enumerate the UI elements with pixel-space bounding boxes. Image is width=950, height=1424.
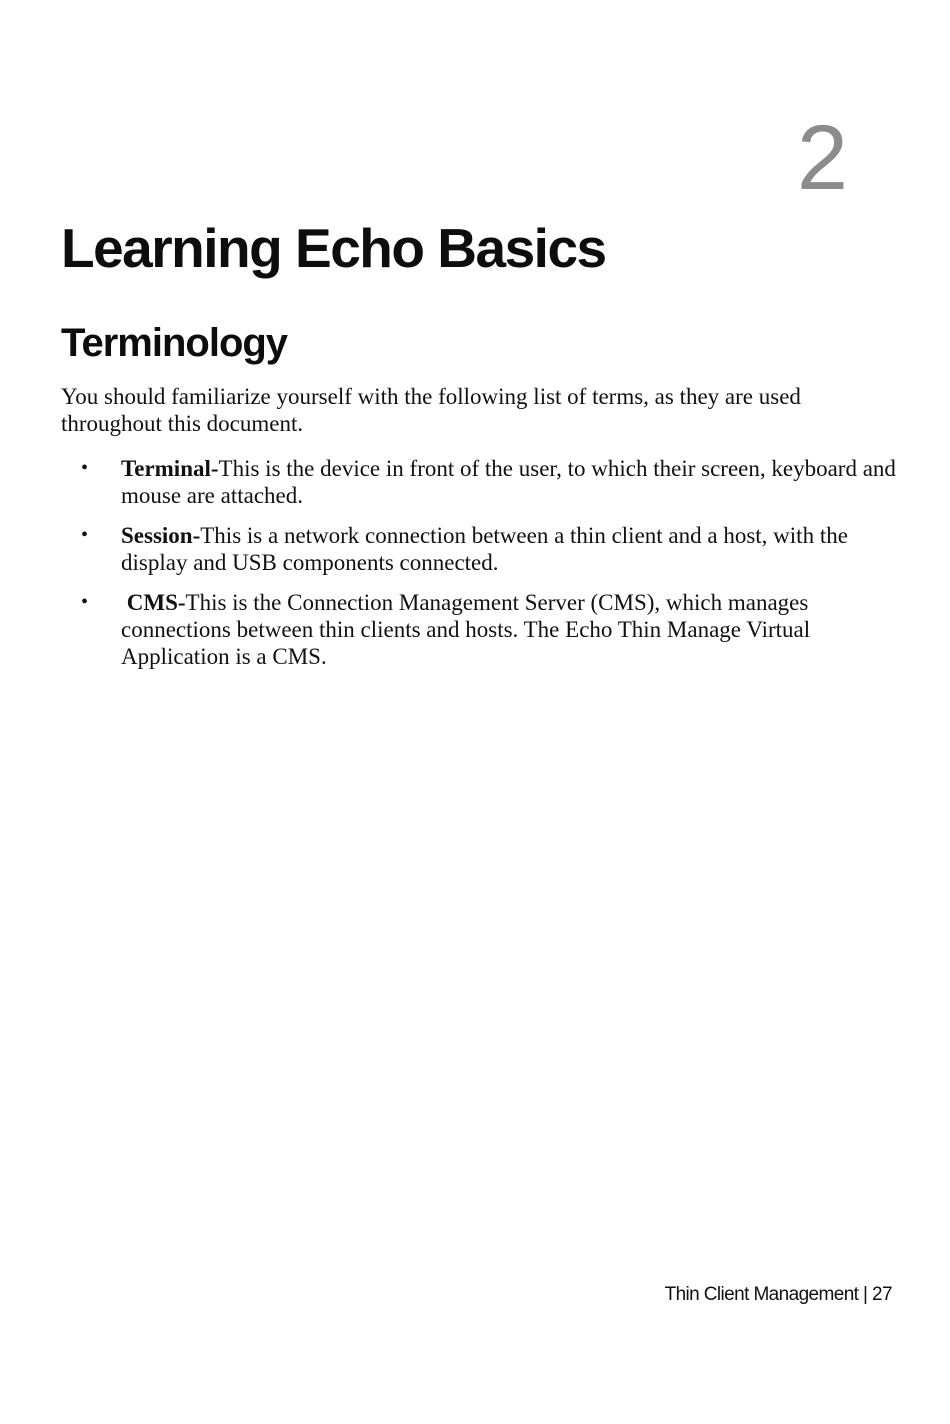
term-item-cms <box>61 589 901 670</box>
term-name: Terminal- <box>121 456 219 481</box>
term-name: CMS- <box>121 590 186 615</box>
bullet-icon: • <box>81 524 89 546</box>
intro-paragraph: You should familiarize yourself with the following list of terms, as they are used throughout this document. <box>61 384 801 436</box>
section-heading: Terminology <box>61 321 288 365</box>
term-item-terminal <box>61 455 901 509</box>
term-description: This is a network connection between a thin client and a host, with the display and USB components connected. <box>121 523 848 575</box>
term-item-session <box>61 522 901 576</box>
terminology-list <box>61 455 901 683</box>
chapter-number: 2 <box>796 107 846 209</box>
term-description: This is the device in front of the user, to which their screen, keyboard and mouse are attached. <box>121 456 896 508</box>
term-name: Session- <box>121 523 201 548</box>
term-description: This is the Connection Management Server (CMS), which manages connections between thin clients and hosts. The Echo Thin Manage Virtual Application is a CMS. <box>121 590 811 669</box>
chapter-title: Learning Echo Basics <box>61 217 606 279</box>
page-footer: Thin Client Management | 27 <box>664 1284 892 1305</box>
bullet-icon: • <box>81 457 89 479</box>
bullet-icon: • <box>81 591 89 613</box>
